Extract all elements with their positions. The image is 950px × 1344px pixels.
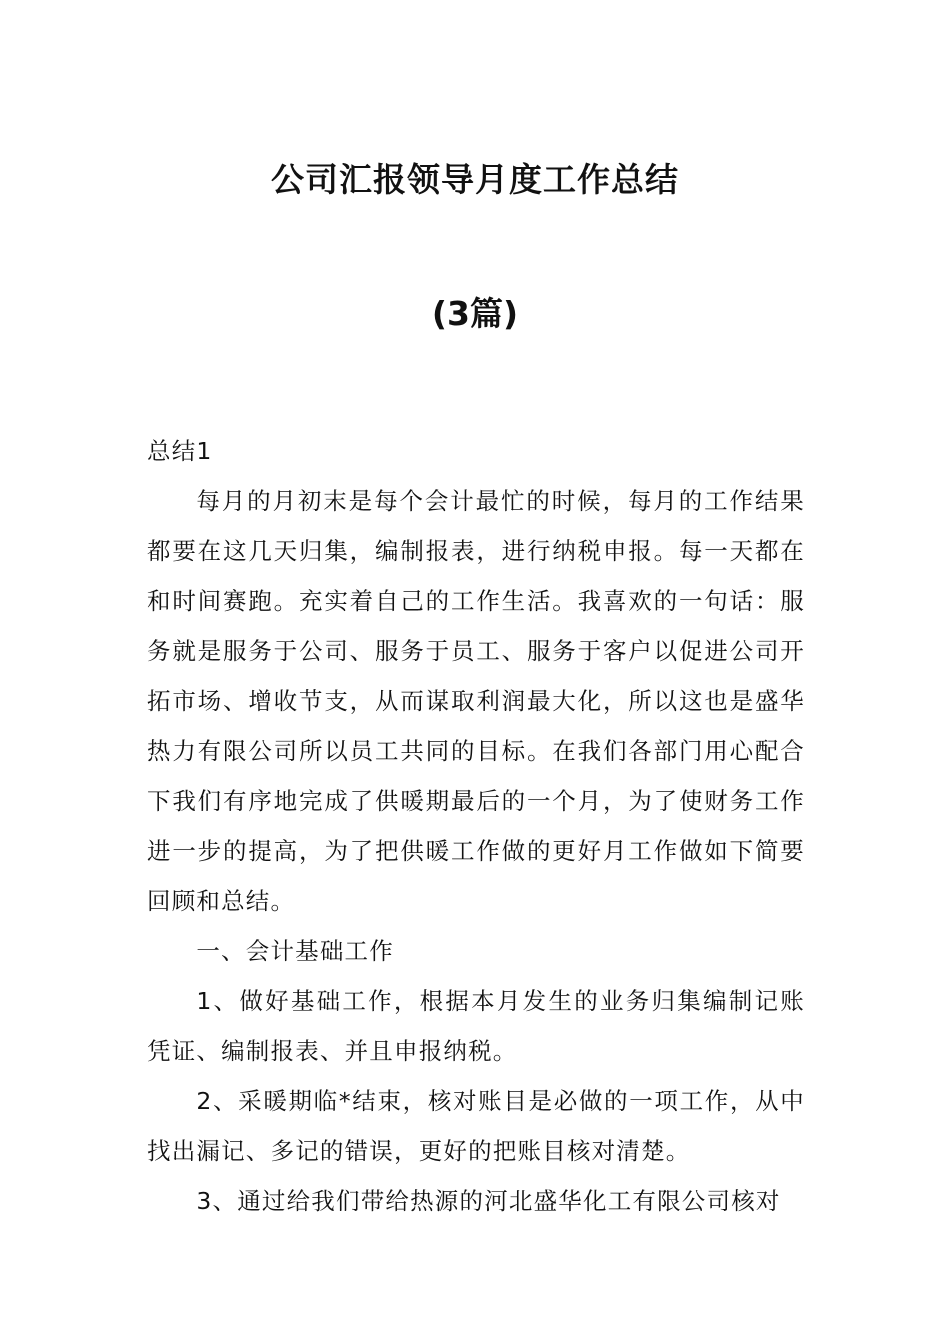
list-item-3: 3、通过给我们带给热源的河北盛华化工有限公司核对 xyxy=(196,1187,781,1215)
section-label: 总结1 xyxy=(147,437,213,465)
list-item-1: 1、做好基础工作，根据本月发生的业务归集编制记账凭证、编制报表、并且申报纳税。 xyxy=(147,987,805,1065)
document-title: 公司汇报领导月度工作总结 xyxy=(271,160,679,199)
document-body xyxy=(147,426,805,1226)
paragraph-intro: 每月的月初末是每个会计最忙的时候，每月的工作结果都要在这几天归集，编制报表，进行纳税申报。每一天都在和时间赛跑。充实着自己的工作生活。我喜欢的一句话：服务就是服务于公司、服务于员工、服务于客户以促进公司开拓市场、增收节支，从而谋取利润最大化，所以这也是盛华热力有限公司所以员工共同的目标。在我们各部门用心配合下我们有序地完成了供暖期最后的一个月，为了使财务工作进一步的提高，为了把供暖工作做的更好月工作做如下简要回顾和总结。 xyxy=(147,487,805,915)
list-item-2: 2、采暖期临*结束，核对账目是必做的一项工作，从中找出漏记、多记的错误，更好的把账目核对清楚。 xyxy=(147,1087,805,1165)
document-subtitle: (3篇) xyxy=(431,294,519,333)
heading-accounting-basics: 一、会计基础工作 xyxy=(196,937,394,965)
